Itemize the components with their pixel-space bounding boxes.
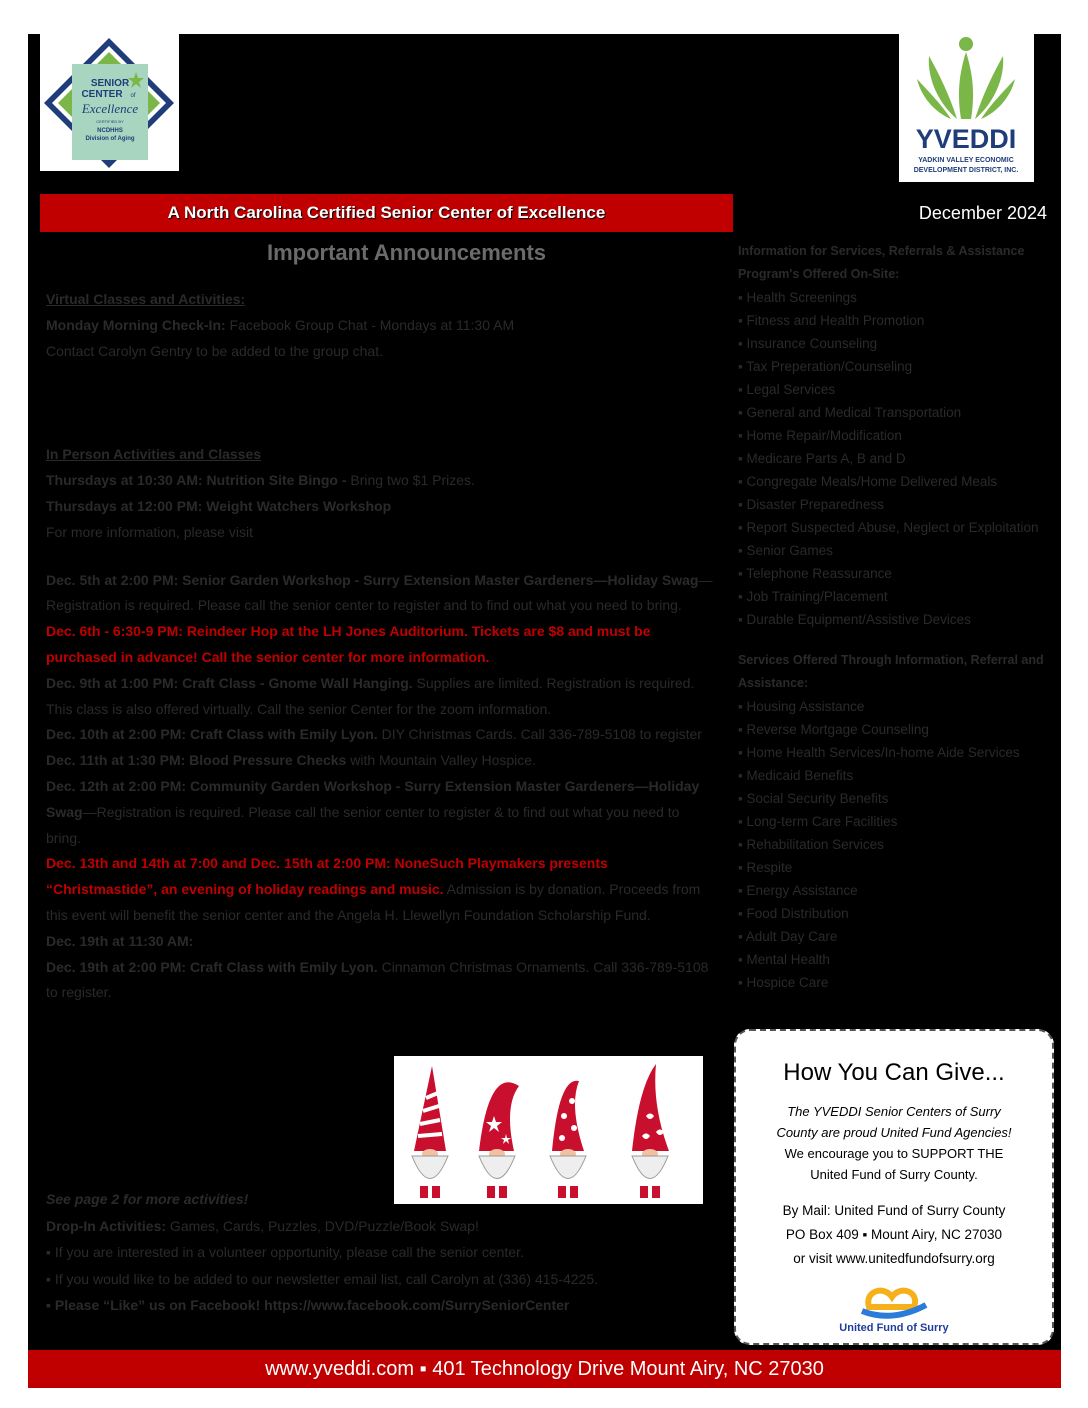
newsletter-note: ▪ If you would like to be added to our newsletter email list, call Carolyn at (336) 415-4225. — [46, 1270, 599, 1287]
list-item: ▪ Fitness and Health Promotion — [738, 313, 925, 328]
list-item: ▪ Home Health Services/In-home Aide Services — [738, 745, 1020, 760]
logo-of-text: of — [130, 93, 136, 99]
give-line1: The YVEDDI Senior Centers of Surry — [787, 1104, 1001, 1119]
yveddi-logo-text: YVEDDI — [915, 124, 1017, 154]
dec12-text: —Registration is required. Please call the senior center to register & to find out what you need to bring. — [46, 803, 680, 846]
list-item: ▪ Insurance Counseling — [738, 336, 878, 351]
give-mail2: PO Box 409 ▪ Mount Airy, NC 27030 — [785, 1227, 1003, 1242]
inperson-heading: In Person Activities and Classes — [46, 446, 262, 463]
list-item: ▪ Food Distribution — [738, 906, 849, 921]
list-item: ▪ Medicaid Benefits — [738, 768, 854, 783]
dec9-title: Dec. 9th at 1:00 PM: Craft Class - Gnome Wall Hanging. — [46, 674, 413, 691]
give-mail — [736, 1199, 1052, 1271]
dec13-text: Admission is by donation. Proceeds from this event will benefit the senior center and the Angela H. Llewellyn Foundation Scholarship Fund. — [46, 881, 701, 923]
list-item: ▪ Report Suspected Abuse, Neglect or Exploitation — [738, 520, 1039, 535]
dec19a-title: Dec. 19th at 11:30 AM: — [46, 932, 194, 949]
logo-center-text: CENTER — [81, 89, 123, 100]
dec5-text: —Registration is required. Please call the senior center to register and to find out what you need to bring. — [46, 571, 713, 614]
list-item: ▪ Telephone Reassurance — [738, 566, 892, 581]
gnome-icon — [550, 1081, 586, 1198]
dec19b-text: Cinnamon Christmas Ornaments. Call 336-789-5108 to register. — [46, 958, 709, 1001]
list-item: ▪ Legal Services — [738, 382, 836, 397]
issue-date: December 2024 — [735, 194, 1061, 232]
facebook-link[interactable]: https://www.facebook.com/SurrySeniorCenter — [264, 1297, 570, 1313]
list-item: ▪ Job Training/Placement — [738, 589, 888, 604]
facebook-note: ▪ Please “Like” us on Facebook! — [46, 1297, 265, 1313]
list-item: ▪ Mental Health — [738, 952, 830, 967]
announcements-column — [46, 287, 716, 1006]
dec13-event: Dec. 13th and 14th at 7:00 and Dec. 15th at 2:00 PM: NoneSuch Playmakers presents “Christmastide”, an evening of holiday readings and music. — [46, 855, 608, 898]
services-sidebar — [738, 240, 1060, 994]
virtual-item-title: Monday Morning Check-In: — [46, 316, 226, 333]
list-item: ▪ Hospice Care — [738, 975, 829, 990]
list-item: ▪ Tax Preperation/Counseling — [738, 359, 913, 374]
thursday-bingo: Thursdays at 10:30 AM: Nutrition Site Bingo - — [46, 472, 347, 489]
referral-list — [738, 695, 1060, 994]
gnome-icon — [632, 1064, 669, 1198]
list-item: ▪ Adult Day Care — [738, 929, 838, 944]
footer: www.yveddi.com ▪ 401 Technology Drive Mount Airy, NC 27030 — [28, 1350, 1061, 1388]
sidebar-heading: Information for Services, Referrals & Assistance — [738, 244, 1025, 258]
list-item: ▪ Respite — [738, 860, 793, 875]
yveddi-sub2: DEVELOPMENT DISTRICT, INC. — [913, 167, 1019, 174]
dec6-event: Dec. 6th - 6:30-9 PM: Reindeer Hop at the LH Jones Auditorium. Tickets are $8 and must be purchased in advance! Call the senior center for more information. — [46, 623, 651, 665]
logo-division-text: Division of Aging — [85, 136, 135, 142]
dec9-text: Supplies are limited. Registration is required. This class is also offered virtually. Call the senior Center for the zoom information. — [46, 674, 695, 717]
dec12-title: Dec. 12th at 2:00 PM: Community Garden Workshop - Surry Extension Master Gardeners—Holiday Swag — [46, 777, 700, 820]
page-title: Important Announcements — [266, 240, 547, 265]
dec5-title: Dec. 5th at 2:00 PM: Senior Garden Workshop - Surry Extension Master Gardeners—Holiday Swag — [46, 571, 699, 588]
how-you-can-give-box — [734, 1029, 1054, 1345]
list-item: ▪ Health Screenings — [738, 290, 857, 305]
united-fund-logo-text: United Fund of Surry — [839, 1322, 949, 1334]
list-item: ▪ Disaster Preparedness — [738, 497, 884, 512]
dropin-text: Games, Cards, Puzzles, DVD/Puzzle/Book Swap! — [166, 1217, 479, 1234]
dec10-title: Dec. 10th at 2:00 PM: Craft Class with Emily Lyon. — [46, 726, 378, 743]
logo-dept-text: NCDHHS — [97, 128, 123, 134]
dec10-text: DIY Christmas Cards. Call 336-789-5108 to register — [377, 726, 702, 743]
more-info: For more information, please visit — [46, 523, 253, 540]
virtual-item-text: Facebook Group Chat - Mondays at 11:30 AM — [225, 316, 515, 333]
gnome-icon — [479, 1082, 519, 1198]
list-item: ▪ Rehabilitation Services — [738, 837, 884, 852]
certification-banner: A North Carolina Certified Senior Center of Excellence — [40, 194, 733, 232]
senior-center-excellence-logo — [40, 34, 179, 171]
give-line4: United Fund of Surry County. — [810, 1167, 978, 1182]
gnomes-illustration — [394, 1056, 703, 1204]
list-item: ▪ Reverse Mortgage Counseling — [738, 722, 929, 737]
onsite-heading: Program's Offered On-Site: — [738, 267, 900, 281]
yveddi-logo — [899, 34, 1034, 182]
thursday-weight-watchers: Thursdays at 12:00 PM: Weight Watchers Workshop — [46, 497, 392, 514]
volunteer-note: ▪ If you are interested in a volunteer opportunity, please call the senior center. — [46, 1244, 524, 1260]
give-website[interactable]: or visit www.unitedfundofsurry.org — [793, 1251, 995, 1266]
referral-heading: Services Offered Through Information, Referral and Assistance: — [738, 653, 1044, 690]
thursday-bingo-text: Bring two $1 Prizes. — [346, 472, 475, 489]
list-item: ▪ Energy Assistance — [738, 883, 858, 898]
dec11-text: with Mountain Valley Hospice. — [346, 752, 536, 769]
give-line3: We encourage you to SUPPORT THE — [784, 1146, 1004, 1161]
list-item: ▪ Housing Assistance — [738, 699, 865, 714]
list-item: ▪ Social Security Benefits — [738, 791, 889, 806]
give-support — [736, 1143, 1052, 1185]
dropin-title: Drop-In Activities: — [46, 1217, 167, 1234]
logo-excellence-text: Excellence — [81, 101, 139, 116]
dec11-title: Dec. 11th at 1:30 PM: Blood Pressure Checks — [46, 752, 347, 769]
give-title: How You Can Give... — [783, 1059, 1005, 1086]
list-item: ▪ Senior Games — [738, 543, 833, 558]
list-item: ▪ Congregate Meals/Home Delivered Meals — [738, 474, 998, 489]
onsite-list — [738, 286, 1060, 631]
dec19b-title: Dec. 19th at 2:00 PM: Craft Class with Emily Lyon. — [46, 958, 378, 975]
list-item: ▪ Home Repair/Modification — [738, 428, 902, 443]
give-intro — [736, 1101, 1052, 1143]
give-mail1: By Mail: United Fund of Surry County — [782, 1203, 1006, 1218]
virtual-contact: Contact Carolyn Gentry to be added to the group chat. — [46, 342, 383, 359]
see-page-2: See page 2 for more activities! — [46, 1191, 249, 1207]
logo-certified-text: CERTIFIED BY — [96, 119, 124, 124]
yveddi-sub1: YADKIN VALLEY ECONOMIC — [918, 157, 1014, 164]
list-item: ▪ Medicare Parts A, B and D — [738, 451, 906, 466]
logo-senior-text: SENIOR — [90, 78, 130, 89]
virtual-heading: Virtual Classes and Activities: — [46, 291, 246, 307]
gnome-icon — [412, 1066, 448, 1198]
give-line2: County are proud United Fund Agencies! — [776, 1125, 1012, 1140]
list-item: ▪ Long-term Care Facilities — [738, 814, 898, 829]
list-item: ▪ Durable Equipment/Assistive Devices — [738, 612, 971, 627]
united-fund-logo — [834, 1275, 954, 1335]
bottom-notes — [46, 1186, 716, 1319]
list-item: ▪ General and Medical Transportation — [738, 405, 962, 420]
